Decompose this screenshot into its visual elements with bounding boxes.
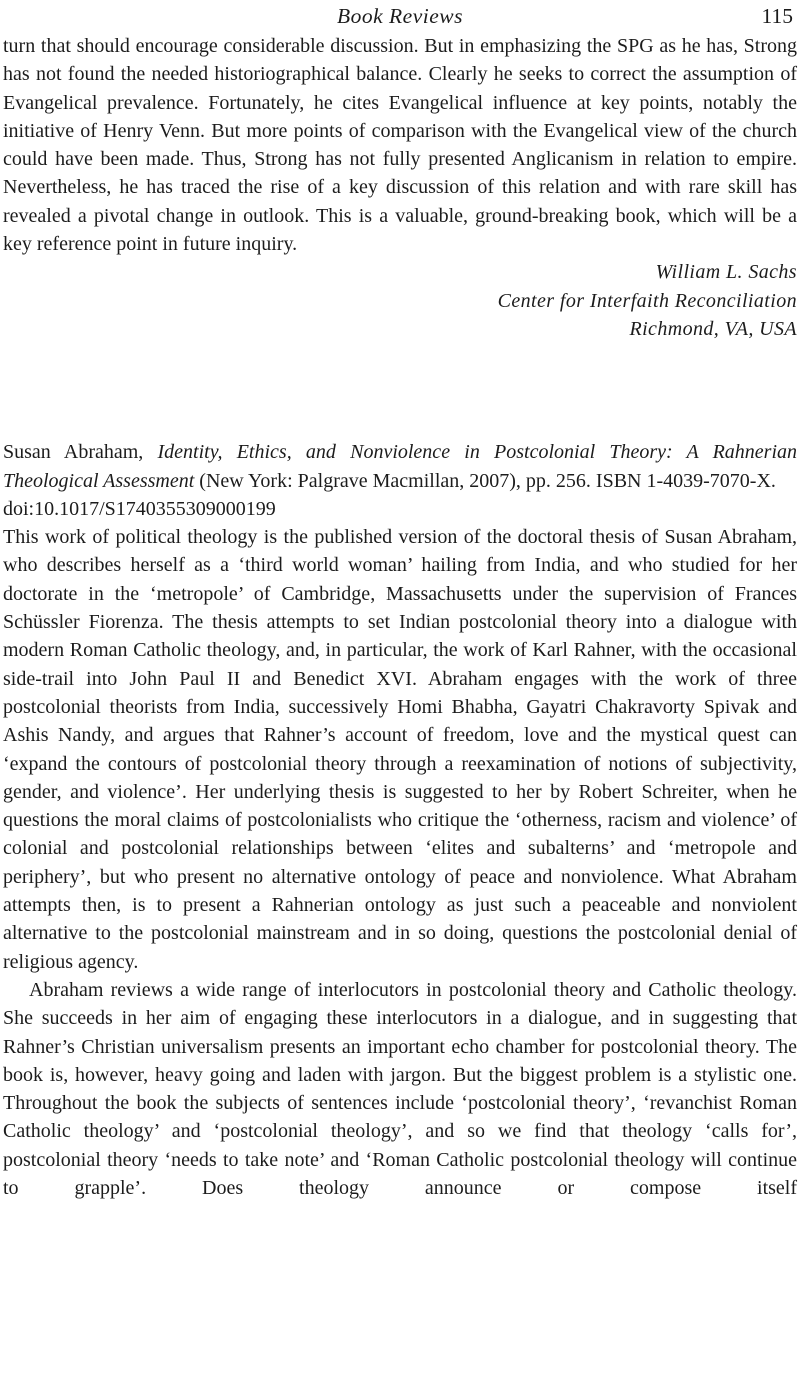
page-number: 115 <box>761 4 793 28</box>
running-header-title: Book Reviews <box>337 4 463 28</box>
previous-review-paragraph: turn that should encourage considerable discussion. But in emphasizing the SPG as he has, Strong has not found the needed historiographical balance. Clearly he seeks to correct the assumption of Evangelical prevalence. Fortunately, he cites Evangelical influence at key points, notably the initiative of Henry Venn. But more points of comparison with the Evangelical view of the church could have been made. Thus, Strong has not fully presented Anglicanism in relation to empire. Nevertheless, he has traced the rise of a key discussion of this relation and with rare skill has revealed a pivotal change in outlook. This is a valuable, ground-breaking book, which will be a key reference point in future inquiry. <box>3 35 797 256</box>
review-body-paragraph-1: This work of political theology is the published version of the doctoral thesis of Susan Abraham, who describes herself as a ‘third world woman’ hailing from India, and who studied for her doctorate in the ‘metropole’ of Cambridge, Massachusetts under the supervision of Frances Schüssler Fiorenza. The thesis attempts to set Indian postcolonial theory into a dialogue with modern Roman Catholic theology, and, in particular, the work of Karl Rahner, with the occasional side-trail into John Paul II and Benedict XVI. Abraham engages with the work of three postcolonial theorists from India, successively Homi Bhabha, Gayatri Chakravorty Spivak and Ashis Nandy, and argues that Rahner’s account of freedom, love and the mystical quest can ‘expand the contours of postcolonial theory through a reexamination of notions of subjectivity, gender, and violence’. Her underlying thesis is suggested to her by Robert Schreiter, when he questions the moral claims of postcolonialists who critique the ‘otherness, racism and violence’ of colonial and postcolonial relationships between ‘elites and subalterns’ and ‘metropole and periphery’, but who present no alternative ontology of peace and nonviolence. What Abraham attempts then, is to present a Rahnerian ontology as just such a peaceable and nonviolent alternative to the postcolonial mainstream and in so doing, questions the postcolonial denial of religious agency. <box>3 526 797 973</box>
citation-line <box>3 438 797 495</box>
reviewer-affiliation: Center for Interfaith Reconciliation <box>497 289 797 312</box>
citation-book-title: Identity, Ethics, and Nonviolence in Postcolonial Theory: A Rahnerian Theological Assessment <box>3 441 798 492</box>
running-header <box>3 2 797 32</box>
reviewer-name: William L. Sachs <box>655 261 797 284</box>
review-body-paragraph-2: Abraham reviews a wide range of interlocutors in postcolonial theory and Catholic theology. She succeeds in her aim of engaging these interlocutors in a dialogue, and in suggesting that Rahner’s Christian universalism presents an important echo chamber for postcolonial theory. The book is, however, heavy going and laden with jargon. But the biggest problem is a stylistic one. Throughout the book the subjects of sentences include ‘postcolonial theory’, ‘revanchist Roman Catholic theology’ and ‘postcolonial theology’, and so we find that theology ‘calls for’, postcolonial theory ‘needs to take note’ and ‘Roman Catholic postcolonial theology will continue to grapple’. Does theology announce or compose itself <box>3 978 797 1199</box>
reviewer-location: Richmond, VA, USA <box>629 317 797 340</box>
citation-author: Susan Abraham, <box>3 441 158 464</box>
book-citation <box>3 438 797 523</box>
citation-publication-info: (New York: Palgrave Macmillan, 2007), pp. 256. ISBN 1-4039-7070-X. <box>194 469 776 492</box>
citation-doi: doi:10.1017/S1740355309000199 <box>3 497 276 520</box>
reviewer-signature <box>3 258 797 343</box>
